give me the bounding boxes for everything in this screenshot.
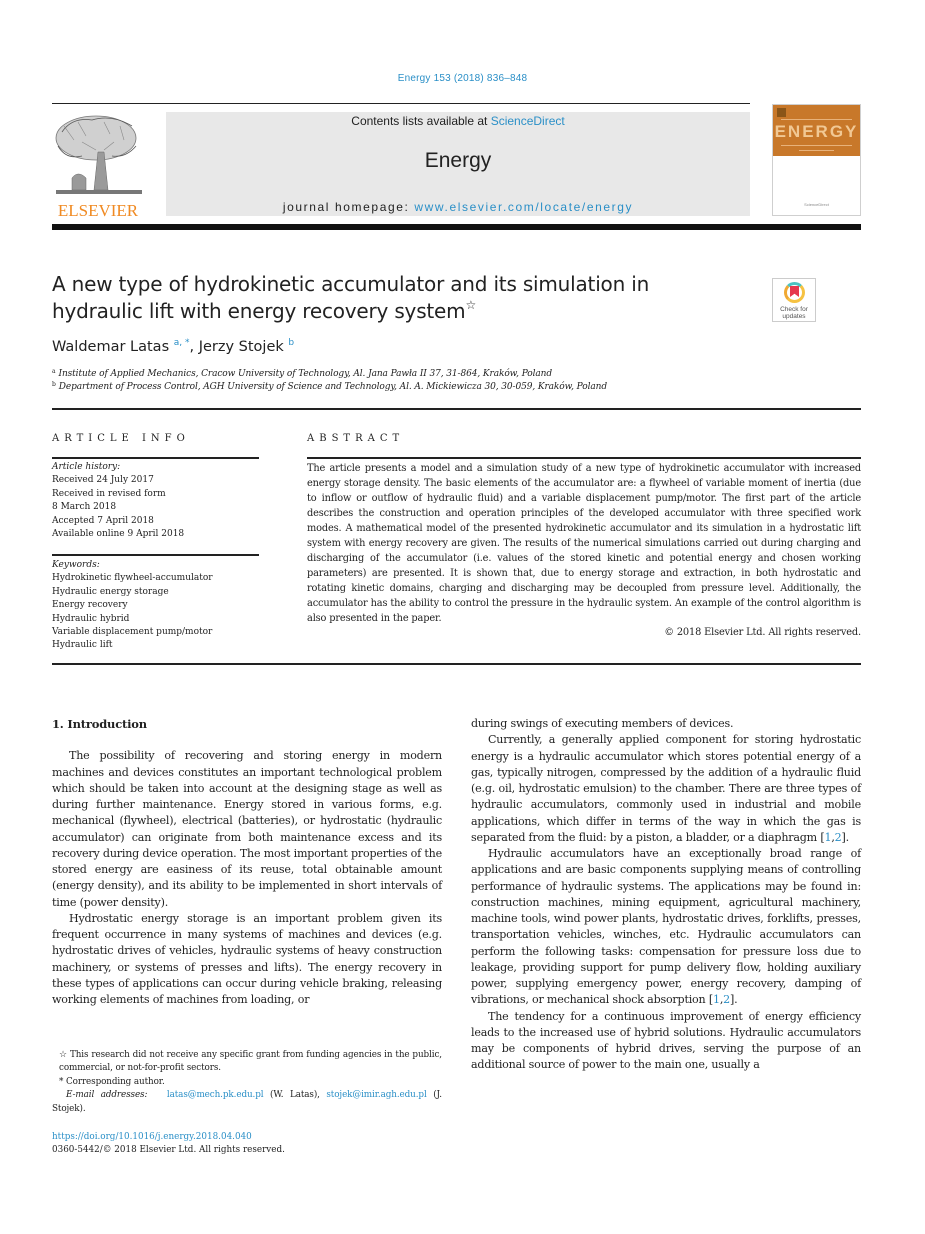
keyword-item: Hydraulic lift: [52, 640, 113, 651]
keyword-item: Energy recovery: [52, 600, 128, 611]
citation-link-1[interactable]: 1: [824, 830, 832, 844]
front-matter-end-rule: [52, 663, 861, 665]
article-title: [52, 271, 732, 325]
contents-line: [166, 114, 750, 128]
cover-line: [799, 150, 834, 151]
author-name[interactable]: Jerzy Stojek: [198, 339, 284, 355]
abstract-heading: ABSTRACT: [307, 433, 405, 444]
article-history: [52, 461, 262, 541]
check-updates-label: Check for updates: [780, 306, 808, 320]
body-paragraph: The possibility of recovering and storing energy in modern machines and devices constitutes an important technological problem which should be taken into account at the designing stage as well as during further maintenance. Energy stored in various forms, e.g. mechanical (flywheel), electrical (batteries), or hydrostatic (hydraulic accumulator) can originate from both maintenance excess and its recovery during device operation. The most important properties of the stored energy are easiness of its reuse, total obtainable amount (energy density), and its ability to be implemented in short intervals of time (power density).: [52, 749, 442, 909]
keyword-item: Hydraulic energy storage: [52, 586, 169, 597]
email-link-latas[interactable]: latas@mech.pk.edu.pl: [166, 1090, 264, 1101]
citation-link-1[interactable]: 1: [712, 993, 720, 1007]
history-item: Received 24 July 2017: [52, 475, 154, 486]
elsevier-wordmark: ELSEVIER: [57, 201, 139, 220]
email-footnote: E-mail addresses: latas@mech.pk.edu.pl (W. Latas), stojek@imir.agh.edu.pl (J. Stojek).: [52, 1090, 442, 1114]
homepage-line: [166, 200, 750, 214]
article-info-heading: ARTICLE INFO: [52, 433, 190, 444]
body-paragraph-continuation: during swings of executing members of devices.: [471, 717, 734, 730]
funding-footnote: ☆ This research did not receive any specific grant from funding agencies in the public, commercial, or not-for-profit sectors.: [59, 1050, 443, 1074]
cover-band: [773, 105, 860, 156]
keywords-label: Keywords:: [52, 560, 100, 570]
journal-homepage-link[interactable]: www.elsevier.com/locate/energy: [414, 200, 634, 214]
body-paragraph: The tendency for a continuous improvement of energy efficiency leads to the increased use of hybrid solutions. Hydraulic accumulators may be components of hybrid drives, serving the purpose of an additional source of power to the main one, usually a: [471, 1009, 861, 1072]
citation-link-2[interactable]: 2: [834, 830, 842, 844]
abstract-text: The article presents a model and a simulation study of a new type of hydrokinetic accumulator with increased energy storage density. The basic elements of the accumulator are: a flywheel of variable moment of inertia (due to inflow or outflow of hydraulic fluid) and a variable displacement pump/motor. The first part of the article describes the construction and operation principles of the developed accumulator with three specified work modes. A mathematical model of the presented hydrokinetic accumulator and its simulation in a hydrostatic lift system with energy recovery are given. The results of the numerical simulations carried out during charging and discharging of the accumulator (i.e. values of the stored kinetic and potential energy and chosen working parameters) are presented. It is shown that, due to energy storage and extraction, in both hydrostatic and rotating kinetic domains, charging and discharging may be decoupled from pressure level. Additionally, the accumulator has the ability to control the pressure in the hydraulic system. An example of the control algorithm is also presented in the paper.: [307, 463, 861, 624]
issn-copyright: 0360-5442/© 2018 Elsevier Ltd. All rights reserved.: [52, 1145, 285, 1156]
section-rule: [52, 408, 861, 410]
check-for-updates-button[interactable]: [772, 278, 816, 322]
homepage-prefix: journal homepage:: [282, 200, 415, 214]
footnotes: [52, 1049, 442, 1116]
footnote-star-mark: ☆: [59, 1050, 68, 1060]
history-item: Accepted 7 April 2018: [52, 515, 154, 526]
history-label: Article history:: [52, 462, 121, 472]
body-paragraph: Hydraulic accumulators have an exceptionally broad range of applications and are basic components supplying means of controlling performance of hydraulic systems. The applications may be found in: construction machines, mining equipment, agricultural machinery, machine tools, wind power plants, hydrostatic drives, forklifts, presses, transportation vehicles, winches, etc. Hydraulic accumulators can perform the following tasks: compensation for pressure loss due to leakage, providing support for pump delivery flow, holding auxiliary power, supplying emergency power, energy recovery, damping of vibrations, or mechanical shock absorption [1,2].: [471, 847, 861, 1007]
history-item: Available online 9 April 2018: [52, 529, 185, 540]
citation-link-2[interactable]: 2: [723, 993, 730, 1007]
keywords: [52, 559, 262, 653]
keywords-rule: [52, 554, 259, 556]
doi-link[interactable]: https://doi.org/10.1016/j.energy.2018.04.040: [52, 1132, 252, 1142]
abstract-copyright: © 2018 Elsevier Ltd. All rights reserved.: [664, 627, 861, 639]
abstract-body: [307, 462, 861, 641]
history-item: Received in revised form: [52, 488, 166, 499]
elsevier-logo[interactable]: [52, 112, 144, 218]
body-paragraph: Currently, a generally applied component for storing hydrostatic energy is a hydraulic accumulator which stores potential energy of a gas, typically nitrogen, compressed by the addition of a hydraulic fluid (e.g. oil, hydrostatic emulsion) to the chamber. There are three types of hydraulic accumulators, commonly used in industrial and mobile applications, which differ in terms of the way in which the gas is separated from the fluid: by a piston, a bladder, or a diaphragm [1,2].: [471, 733, 861, 844]
title-line-1: A new type of hydrokinetic accumulator and its simulation in: [52, 272, 650, 296]
sciencedirect-link[interactable]: ScienceDirect: [490, 114, 565, 128]
affiliation-a: $^a$ Institute of Applied Mechanics, Cracow University of Technology, Al. Jana Pawła II 37, 31-864, Kraków, Poland: [52, 368, 553, 379]
affiliation-b: $^b$ Department of Process Control, AGH University of Science and Technology, Al. A. Mickiewicza 30, 30-059, Kraków, Poland: [52, 381, 607, 392]
journal-title: Energy: [424, 149, 492, 172]
author-affiliation-marker[interactable]: b: [288, 338, 295, 348]
keyword-item: Hydrokinetic flywheel-accumulator: [52, 573, 213, 584]
cover-line: [781, 145, 852, 146]
author-name[interactable]: Waldemar Latas: [52, 339, 170, 355]
body-paragraph: Hydrostatic energy storage is an important problem given its frequent occurrence in many systems of machines and devices (e.g. hydrostatic drives of vehicles, hydraulic systems of heavy construction machinery, or systems of presses and lifts). The energy recovery in these types of applications can occur during vehicle braking, releasing working elements of machines from loading, or: [52, 911, 442, 1006]
email-label: E-mail addresses:: [66, 1090, 148, 1101]
cover-line: [781, 119, 852, 120]
abstract-rule: [307, 457, 861, 459]
history-item: 8 March 2018: [52, 502, 117, 513]
journal-masthead: [166, 112, 750, 216]
header-top-rule: [52, 103, 750, 104]
author-affiliation-marker[interactable]: a, *: [173, 338, 190, 348]
corresponding-footnote: * Corresponding author.: [59, 1076, 165, 1087]
body-column-right: [471, 716, 861, 1074]
cover-title: ENERGY: [774, 122, 859, 141]
contents-prefix: Contents lists available at: [351, 114, 491, 128]
title-line-2: hydraulic lift with energy recovery system: [52, 299, 466, 323]
cover-emblem-icon: [777, 108, 786, 117]
section-heading-introduction: 1. Introduction: [52, 717, 147, 731]
body-column-left: [52, 716, 442, 1008]
doi-block: [52, 1131, 285, 1158]
elsevier-tree-icon: [52, 112, 144, 200]
header-thick-rule: [52, 224, 861, 230]
cover-footer: ScienceDirect: [804, 202, 829, 207]
journal-reference[interactable]: Energy 153 (2018) 836–848: [397, 73, 528, 84]
article-info-rule: [52, 457, 259, 459]
email-link-stojek[interactable]: stojek@imir.agh.edu.pl: [326, 1090, 427, 1101]
journal-cover-thumbnail[interactable]: [772, 104, 861, 216]
title-footnote-star[interactable]: ☆: [465, 298, 477, 312]
keyword-item: Variable displacement pump/motor: [52, 627, 213, 638]
keyword-item: Hydraulic hybrid: [52, 613, 130, 624]
author-list: Waldemar Latas $^{a, *}$, Jerzy Stojek $^b$: [52, 338, 295, 355]
